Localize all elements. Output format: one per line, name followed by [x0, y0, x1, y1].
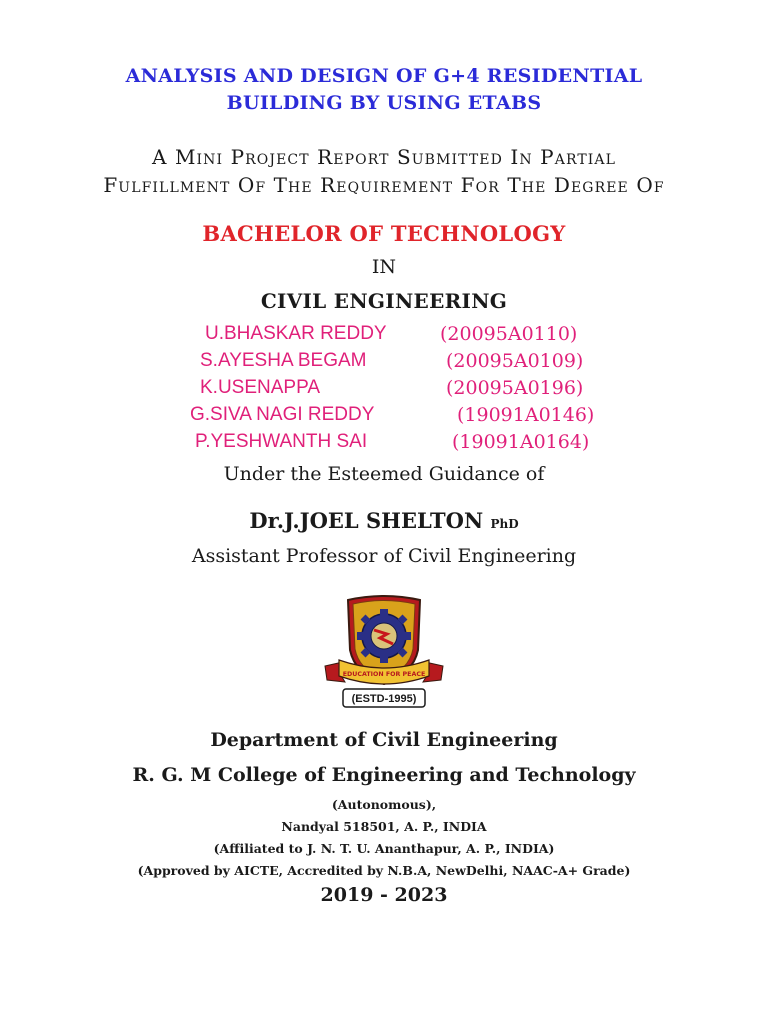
college-name: R. G. M College of Engineering and Technology — [132, 764, 636, 786]
student-roll: (20095A0109) — [446, 350, 584, 372]
report-subtitle-line2: Fulfillment Of The Requirement For The Degree Of — [103, 173, 665, 197]
guide-designation: Assistant Professor of Civil Engineering — [191, 545, 577, 567]
report-title-line1: ANALYSIS AND DESIGN OF G+4 RESIDENTIAL — [125, 65, 643, 87]
college-approval: (Approved by AICTE, Accredited by N.B.A, NewDelhi, NAAC-A+ Grade) — [137, 863, 631, 878]
student-roll: (19091A0146) — [457, 404, 595, 426]
college-logo — [323, 592, 445, 710]
report-subtitle — [0, 143, 768, 199]
student-name: U.BHASKAR REDDY — [205, 323, 387, 344]
student-name: S.AYESHA BEGAM — [200, 350, 367, 371]
logo-motto: EDUCATION FOR PEACE — [342, 671, 426, 678]
student-name: G.SIVA NAGI REDDY — [190, 404, 375, 425]
logo-estd: (ESTD-1995) — [351, 693, 417, 705]
guide-degree: PhD — [490, 517, 519, 531]
academic-years: 2019 - 2023 — [320, 884, 448, 906]
student-name: K.USENAPPA — [200, 377, 321, 398]
report-title — [0, 63, 768, 117]
branch-name: CIVIL ENGINEERING — [260, 289, 508, 313]
college-address: Nandyal 518501, A. P., INDIA — [281, 819, 487, 834]
college-affiliation: (Affiliated to J. N. T. U. Ananthapur, A. P., INDIA) — [213, 841, 555, 856]
student-roll: (20095A0110) — [440, 323, 578, 345]
department-name: Department of Civil Engineering — [210, 729, 558, 751]
student-name: P.YESHWANTH SAI — [195, 431, 368, 452]
guide-line — [0, 508, 768, 533]
student-roll: (20095A0196) — [446, 377, 584, 399]
degree-name: BACHELOR OF TECHNOLOGY — [202, 221, 566, 246]
report-subtitle-line1: A Mini Project Report Submitted In Partial — [151, 145, 617, 169]
guide-name: Dr.J.JOEL SHELTON — [249, 508, 484, 533]
report-title-line2: BUILDING BY USING ETABS — [226, 92, 542, 114]
student-roll: (19091A0164) — [452, 431, 590, 453]
college-status: (Autonomous), — [331, 797, 437, 812]
in-label: IN — [371, 256, 397, 278]
guidance-intro: Under the Esteemed Guidance of — [223, 463, 545, 485]
